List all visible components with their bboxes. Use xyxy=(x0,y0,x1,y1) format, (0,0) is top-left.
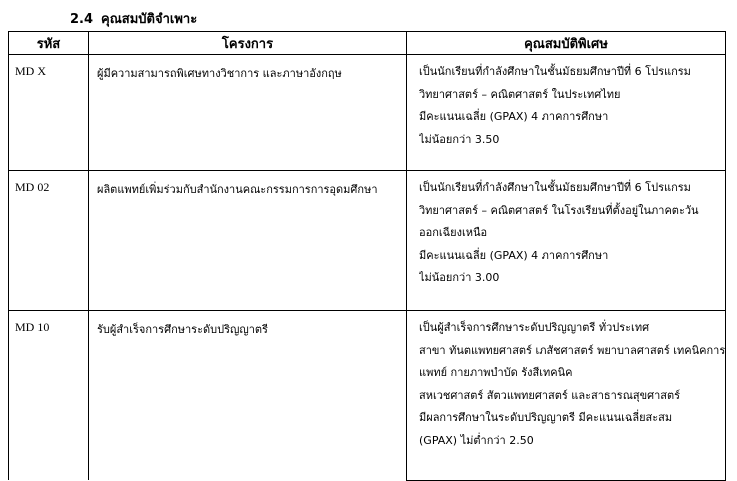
qualification-line: ออกเฉียงเหนือ xyxy=(419,226,488,239)
section-heading xyxy=(70,8,197,29)
row-project: ผลิตแพทย์เพิ่มร่วมกับสำนักงานคณะกรรมการการอุดมศึกษา xyxy=(89,171,407,311)
header-qualifications: คุณสมบัติพิเศษ xyxy=(407,32,726,55)
header-code: รหัส xyxy=(9,32,89,55)
row-qualifications xyxy=(407,311,726,481)
qualification-line: มีคะแนนเฉลี่ย (GPAX) 4 ภาคการศึกษา xyxy=(419,248,609,262)
qualification-line: สหเวชศาสตร์ สัตวแพทยศาสตร์ และสาธารณสุขศาสตร์ xyxy=(419,388,681,402)
row-project: รับผู้สำเร็จการศึกษาระดับปริญญาตรี xyxy=(89,311,407,481)
qualification-line: มีผลการศึกษาในระดับปริญญาตรี มีคะแนนเฉลี่ยสะสม xyxy=(419,411,673,424)
qualification-line: ไม่น้อยกว่า 3.50 xyxy=(419,132,500,146)
row-code: MD X xyxy=(9,55,89,171)
qualification-line: เป็นผู้สำเร็จการศึกษาระดับปริญญาตรี ทั่วประเทศ xyxy=(419,321,650,334)
qualification-line: ไม่น้อยกว่า 3.00 xyxy=(419,271,500,284)
qualifications-table xyxy=(8,31,726,481)
qualification-line: มีคะแนนเฉลี่ย (GPAX) 4 ภาคการศึกษา xyxy=(419,110,609,123)
row-project: ผู้มีความสามารถพิเศษทางวิชาการ และภาษาอังกฤษ xyxy=(89,55,407,171)
qualification-line: เป็นนักเรียนที่กำลังศึกษาในชั้นมัธยมศึกษาปีที่ 6 โปรแกรม xyxy=(419,65,691,78)
qualification-line: (GPAX) ไม่ต่ำกว่า 2.50 xyxy=(419,433,534,447)
table-header-row xyxy=(9,32,726,55)
qualification-line: เป็นนักเรียนที่กำลังศึกษาในชั้นมัธยมศึกษาปีที่ 6 โปรแกรม xyxy=(419,181,691,194)
section-number: 2.4 xyxy=(70,12,94,27)
row-code: MD 10 xyxy=(9,311,89,481)
qualification-line: สาขา ทันตแพทยศาสตร์ เภสัชศาสตร์ พยาบาลศาสตร์ เทคนิคการ xyxy=(419,343,725,357)
table-row xyxy=(9,55,726,171)
section-title: คุณสมบัติจำเพาะ xyxy=(101,12,198,27)
qualification-line: แพทย์ กายภาพบำบัด รังสีเทคนิค xyxy=(419,366,573,379)
row-qualifications xyxy=(407,55,726,171)
table-row xyxy=(9,171,726,311)
row-qualifications xyxy=(407,171,726,311)
qualification-line: วิทยาศาสตร์ – คณิตศาสตร์ ในโรงเรียนที่ตั้งอยู่ในภาคตะวัน xyxy=(419,203,699,217)
header-project: โครงการ xyxy=(89,32,407,55)
row-code: MD 02 xyxy=(9,171,89,311)
table-row xyxy=(9,311,726,481)
qualification-line: วิทยาศาสตร์ – คณิตศาสตร์ ในประเทศไทย xyxy=(419,87,621,101)
